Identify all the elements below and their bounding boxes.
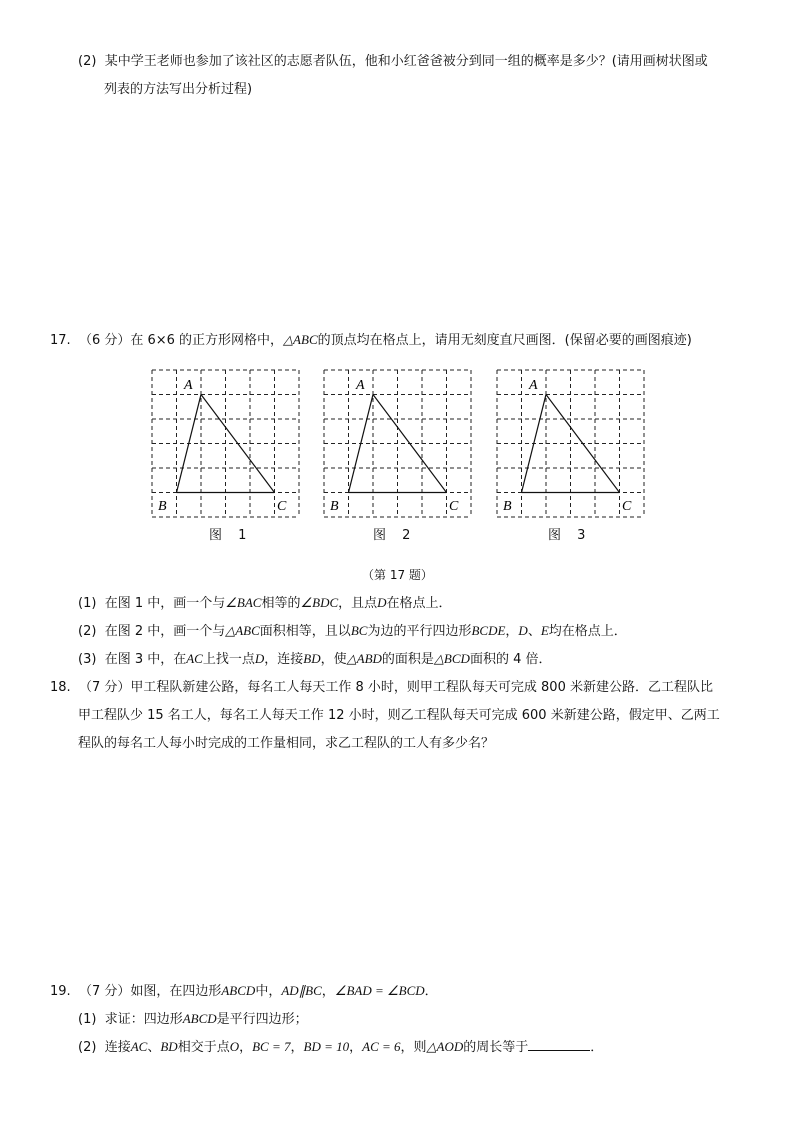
q17-text-prefix: （6 分）在 6×6 的正方形网格中， (78, 333, 284, 348)
q19-part2-bd: BD (160, 1039, 178, 1054)
q17-part3-text-k: 面积的 4 倍． (469, 652, 552, 667)
q17-part2-text-a: 在图 2 中，画一个与 (104, 624, 226, 639)
q18-line2: 甲工程队少 15 名工人，每名工人每天工作 12 小时，则乙工程队每天可完成 600 米新建公路，假定甲、乙两工 (78, 708, 720, 723)
q19-part1-quad: ABCD (182, 1011, 217, 1026)
q17-figures (140, 360, 660, 550)
q17-number: 17. (50, 333, 71, 348)
q19-part1-text-a: 求证：四边形 (104, 1012, 183, 1027)
q19-text-e: ， (321, 984, 335, 999)
q19-part2-text-i: ， (290, 1040, 304, 1055)
q19-number: 19. (50, 984, 71, 999)
q19-part2-text-g: ， (239, 1040, 253, 1055)
q19-part2-text-m: ，则 (400, 1040, 427, 1055)
q19-part2-text-c: 、 (147, 1040, 161, 1055)
q18-number: 18. (50, 680, 71, 695)
figure-3-caption: 图 3 (548, 528, 592, 543)
q17-stem (50, 331, 692, 350)
q19-quad: ABCD (221, 983, 256, 998)
q17-part3-text-i: 的面积是 (381, 652, 434, 667)
q19-part2-text-e: 相交于点 (177, 1040, 230, 1055)
q18-text-line1: （7 分）甲工程队新建公路，每名工人每天工作 8 小时，则甲工程队每天可完成 800 米新建公路．乙工程队比 (78, 680, 713, 695)
q17-part1-angle-bac: ∠BAC (225, 595, 262, 610)
q16-part2-line1 (78, 53, 708, 71)
q19-part2-number: (2) (78, 1040, 97, 1055)
q17-part2-text-k: 均在格点上． (548, 624, 627, 639)
figure-2-label-b: B (330, 499, 339, 514)
q19-stem (50, 982, 438, 1001)
q17-part3-text-a: 在图 3 中，在 (104, 652, 187, 667)
q17-figure-caption: （第 17 题） (362, 568, 433, 582)
q17-part2-text-e: 为边的平行四边形 (367, 624, 472, 639)
q17-part3-text-e: ，连接 (264, 652, 304, 667)
q17-part1-text-c: 相等的 (261, 596, 301, 611)
figure-1-label-b: B (158, 499, 167, 514)
q17-part2-parallelogram: BCDE (471, 623, 506, 638)
q17-part1 (78, 594, 452, 613)
q17-part3-text-c: 上找一点 (202, 652, 255, 667)
q17-part1-number: (1) (78, 596, 97, 611)
q17-part3-text-g: ，使 (320, 652, 347, 667)
figure-1-label-a: A (184, 378, 193, 393)
figure-3 (497, 370, 644, 517)
q19-part2 (78, 1038, 603, 1057)
q19-part2-point-o: O (229, 1039, 240, 1054)
q17-part3-point-d: D (254, 651, 265, 666)
q19-part2-text-p: ． (590, 1040, 604, 1055)
q19-text-c: 中， (255, 984, 282, 999)
q19-part1 (78, 1010, 308, 1029)
q19-part2-ac: AC (130, 1039, 148, 1054)
figure-1-caption: 图 1 (209, 528, 253, 543)
q17-part3 (78, 650, 551, 669)
q17-part2-text-i: 、 (527, 624, 541, 639)
q19-part2-bd-value: BD = 10 (303, 1039, 350, 1054)
q17-part1-point-d: D (377, 595, 387, 610)
q17-part3-number: (3) (78, 652, 97, 667)
q17-part2 (78, 622, 627, 641)
figure-1 (152, 370, 299, 517)
q17-triangle: △ABC (283, 332, 318, 347)
figure-3-label-b: B (503, 499, 512, 514)
q19-text-a: （7 分）如图，在四边形 (78, 984, 222, 999)
q17-part2-point-d: D (518, 623, 528, 638)
q19-text-g: ． (424, 984, 438, 999)
q16-part2-text: 某中学王老师也参加了该社区的志愿者队伍，他和小红爸爸被分到同一组的概率是多少？(请用画树状图或 (104, 54, 708, 69)
q19-part1-text-c: 是平行四边形； (216, 1012, 308, 1027)
figure-3-label-c: C (622, 499, 632, 514)
q17-part2-triangle: △ABC (225, 623, 260, 638)
q19-part2-ac-value: AC = 6 (362, 1039, 401, 1054)
q17-part1-angle-bdc: ∠BDC (300, 595, 339, 610)
q17-part3-segment-bd: BD (303, 651, 321, 666)
answer-blank[interactable] (528, 1038, 590, 1051)
q17-part2-number: (2) (78, 624, 97, 639)
q19-part2-bc-value: BC = 7 (252, 1039, 291, 1054)
q17-part3-triangle-bcd: △BCD (433, 651, 470, 666)
figure-2 (324, 370, 471, 517)
figure-2-label-a: A (356, 378, 365, 393)
q19-part2-text-a: 连接 (104, 1040, 131, 1055)
q17-part2-point-e: E (540, 623, 549, 638)
q19-part2-triangle: △AOD (426, 1039, 464, 1054)
q16-part2-number: (2) (78, 54, 97, 69)
q17-part3-triangle-abd: △ABD (346, 651, 382, 666)
figure-2-label-c: C (449, 499, 459, 514)
figure-1-label-c: C (277, 499, 287, 514)
q17-part1-text-g: 在格点上． (386, 596, 452, 611)
figure-2-caption: 图 2 (373, 528, 417, 543)
q17-part2-text-g: ， (505, 624, 519, 639)
q17-part2-text-c: 面积相等，且以 (259, 624, 351, 639)
q19-part1-number: (1) (78, 1012, 97, 1027)
q17-part3-segment-ac: AC (186, 651, 203, 666)
q17-text-suffix: 的顶点均在格点上，请用无刻度直尺画图．(保留必要的画图痕迹) (317, 333, 692, 348)
q17-part2-segment-bc: BC (350, 623, 368, 638)
q18-line1 (50, 679, 713, 697)
q19-parallel: AD∥BC (281, 983, 322, 998)
figure-3-label-a: A (529, 378, 538, 393)
q19-part2-text-k: ， (349, 1040, 363, 1055)
q18-line3: 程队的每名工人每小时完成的工作量相同，求乙工程队的工人有多少名？ (78, 736, 495, 751)
q17-part1-text-a: 在图 1 中，画一个与 (104, 596, 226, 611)
q17-part1-text-e: ，且点 (338, 596, 378, 611)
q16-part2-line2: 列表的方法写出分析过程) (104, 82, 253, 97)
q19-angles: ∠BAD = ∠BCD (334, 983, 425, 998)
q19-part2-text-o: 的周长等于 (463, 1040, 529, 1055)
